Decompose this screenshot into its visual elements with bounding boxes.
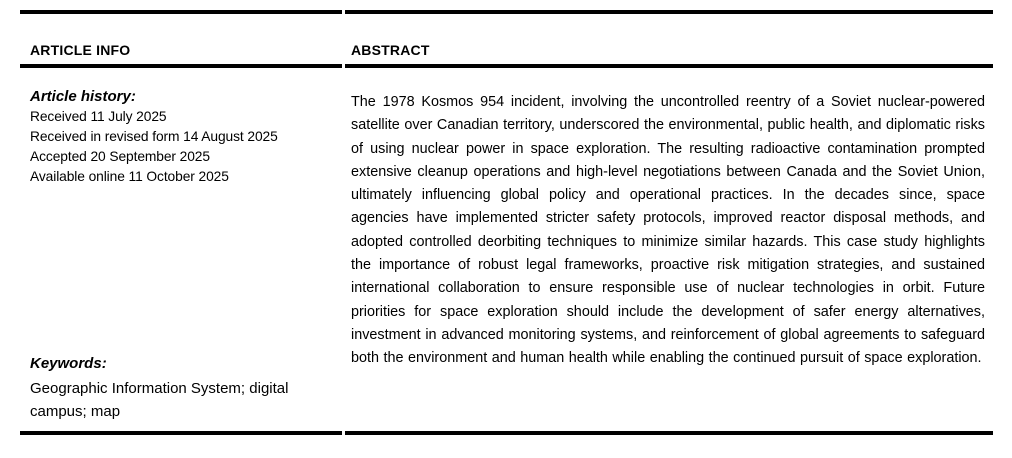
history-received-date: Received 11 July 2025 [30,109,167,124]
keywords-list: Geographic Information System; digital campus; map [30,380,289,420]
article-info-column [20,10,342,435]
article-history-label: Article history: [30,88,136,105]
keywords-block [30,353,336,423]
history-revised-date: Received in revised form 14 August 2025 [30,129,278,144]
history-available-online-date: Available online 11 October 2025 [30,169,229,184]
abstract-paragraph: The 1978 Kosmos 954 incident, involving the uncontrolled reentry of a Soviet nuclear-powered satellite over Canadian territory, underscored the environmental, public health, and diplomatic risks of using nuclear power in space exploration. The resulting radioactive contamination prompted extensive cleanup operations and high-level negotiations between Canada and the Soviet Union, ultimately influencing global policy and operational practices. In the decades since, space agencies have implemented stricter safety protocols, improved reactor disposal methods, and adopted controlled deorbiting techniques to minimize similar hazards. This case study highlights the importance of robust legal frameworks, proactive risk mitigation strategies, and sustained international collaboration to ensure responsible use of nuclear technologies in orbit. Future priorities for space exploration should include the development of safer energy alternatives, investment in advanced monitoring systems, and reinforcement of global agreements to safeguard both the environment and human health while enabling the continued pursuit of space exploration. [351,94,985,367]
abstract-header: ABSTRACT [345,14,993,68]
article-info-header: ARTICLE INFO [20,14,342,68]
history-accepted-date: Accepted 20 September 2025 [30,149,210,164]
abstract-body [345,68,993,431]
article-info-body [20,68,342,431]
article-info-abstract-table [20,10,993,435]
abstract-column [345,10,993,435]
keywords-label: Keywords: [30,355,107,372]
